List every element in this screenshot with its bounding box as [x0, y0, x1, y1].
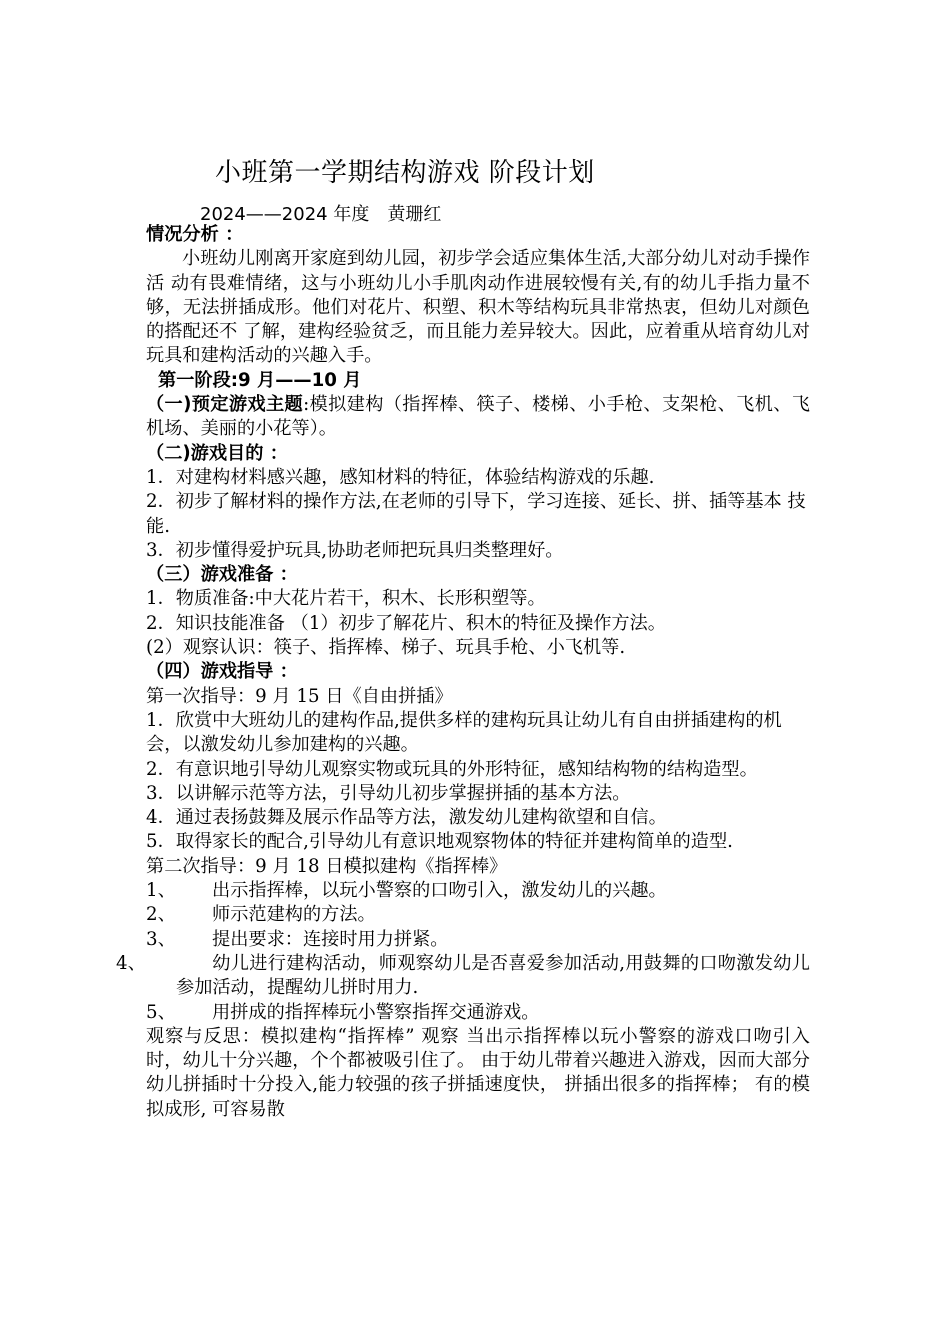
item-number: 5、 — [146, 1001, 176, 1023]
item-text: 提出要求：连接时用力拼紧。 — [212, 928, 449, 950]
item-number: 2、 — [146, 904, 176, 926]
guide-heading: （四）游戏指导 ： — [146, 661, 298, 683]
item-text: 幼儿进行建构活动，师观察幼儿是否喜爱参加活动,用鼓舞的口吻激发幼儿参加活动，提醒幼儿拼时用力. — [176, 952, 810, 999]
item-number: 4、 — [116, 952, 146, 974]
document-title: 小班第一学期结构游戏 阶段计划 — [215, 158, 595, 188]
second-guide-item — [146, 928, 810, 952]
second-guide-item — [116, 952, 810, 1001]
second-guide-item — [146, 1001, 810, 1025]
prep-heading: （三）游戏准备 ： — [146, 564, 298, 586]
analysis-heading: 情况分析 ： — [146, 224, 244, 245]
goal-item: 3．初步懂得爱护玩具,协助老师把玩具归类整理好。 — [146, 539, 564, 561]
theme-heading: （一)预定游戏主题 — [146, 394, 304, 416]
item-text: 师示范建构的方法。 — [212, 904, 376, 926]
prep-item: 1．物质准备:中大花片若干，积木、长形积塑等。 — [146, 588, 546, 610]
item-text: 用拼成的指挥棒玩小警察指挥交通游戏。 — [212, 1001, 540, 1023]
stage-heading: 第一阶段:9 月——10 月 — [158, 369, 362, 391]
theme-text: :模拟建构（指挥棒、筷子、楼梯、小手枪、支架枪、飞机、飞机场、美丽的小花等）。 — [146, 394, 810, 440]
document-body — [116, 223, 810, 1122]
first-guide-title: 第一次指导：9 月 15 日《自由拼插》 — [146, 685, 453, 707]
document-subtitle: 2024——2024 年度 黄珊红 — [200, 204, 442, 225]
theme-paragraph — [146, 393, 810, 442]
second-guide-item — [146, 879, 810, 903]
item-text: 出示指挥棒，以玩小警察的口吻引入，激发幼儿的兴趣。 — [212, 880, 667, 902]
reflection-paragraph: 观察与反思：模拟建构“指挥棒” 观察 当出示指挥棒以玩小警察的游戏口吻引入时，幼儿十分兴趣，个个都被吸引住了。 由于幼儿带着兴趣进入游戏，因而大部分幼儿拼插时十分投入,能力较强的孩子拼插速度快， 拼插出很多的指挥棒； 有的模拟成形, 可容易散 — [146, 1025, 810, 1120]
prep-item: 2．知识技能准备 （1）初步了解花片、积木的特征及操作方法。 — [146, 612, 666, 634]
prep-item: (2）观察认识：筷子、指挥棒、梯子、玩具手枪、小飞机等. — [146, 637, 626, 659]
first-guide-item: 5．取得家长的配合,引导幼儿有意识地观察物体的特征并建构简单的造型. — [146, 831, 733, 853]
first-guide-item: 4．通过表扬鼓舞及展示作品等方法，激发幼儿建构欲望和自信。 — [146, 807, 667, 829]
second-guide-item — [146, 903, 810, 927]
goal-heading: （二)游戏目的 ： — [146, 442, 288, 464]
analysis-paragraph: 小班幼儿刚离开家庭到幼儿园，初步学会适应集体生活,大部分幼儿对动手操作活 动有畏难情绪，这与小班幼儿小手肌肉动作进展较慢有关,有的幼儿手指力量不够，无法拼插成形。他们对花片、积塑、积木等结构玩具非常热衷，但幼儿对颜色的搭配还不 了解，建构经验贫乏，而且能力差异较大。因此，应着重从培育幼儿对玩具和建构活动的兴趣入手。 — [146, 248, 810, 367]
goal-item: 1．对建构材料感兴趣，感知材料的特征，体验结构游戏的乐趣. — [146, 466, 655, 488]
second-guide-title: 第二次指导：9 月 18 日模拟建构《指挥棒》 — [146, 855, 508, 877]
item-number: 3、 — [146, 928, 176, 950]
item-number: 1、 — [146, 880, 176, 902]
goal-item: 2．初步了解材料的操作方法,在老师的引导下，学习连接、延长、拼、插等基本 技能. — [146, 491, 806, 537]
first-guide-item: 1．欣赏中大班幼儿的建构作品,提供多样的建构玩具让幼儿有自由拼插建构的机会，以激发幼儿参加建构的兴趣。 — [146, 709, 782, 756]
first-guide-item: 3．以讲解示范等方法，引导幼儿初步掌握拼插的基本方法。 — [146, 782, 631, 804]
first-guide-item: 2．有意识地引导幼儿观察实物或玩具的外形特征，感知结构物的结构造型。 — [146, 758, 758, 780]
